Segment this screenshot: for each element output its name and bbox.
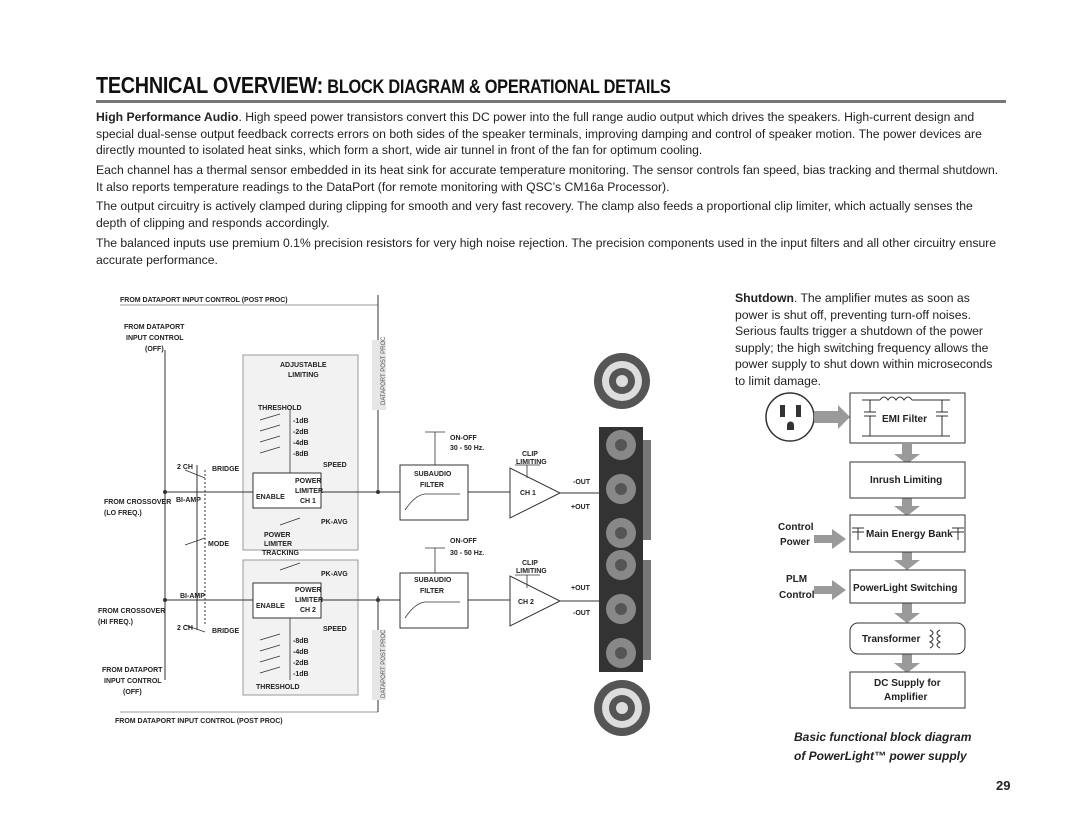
label-limiting: LIMITING (516, 568, 547, 575)
label-db: -8dB (293, 638, 309, 645)
label-hz: 30 - 50 Hz. (450, 445, 485, 452)
label-main-energy-bank: Main Energy Bank (866, 529, 953, 540)
label-crossover-hi: FROM CROSSOVER (98, 608, 166, 615)
label-plm-control: Control (779, 590, 815, 601)
label-db: -1dB (293, 418, 309, 425)
label-dp-in-bottom: FROM DATAPORT (102, 667, 163, 674)
paragraph-text: . The amplifier mutes as soon as power is shut off, preventing turn-off noises. Serious faults trigger a shutdown of the power supply; the high switching frequency allows the power supply to shut down within microseconds to limit damage. (735, 291, 993, 388)
label-out-neg: -OUT (573, 479, 591, 486)
label-subaudio: SUBAUDIO (414, 577, 452, 584)
label-on-off: ON-OFF (450, 538, 477, 545)
label-bi-amp: BI-AMP (180, 593, 205, 600)
paragraph-thermal-sensor: Each channel has a thermal sensor embedded in its heat sink for accurate temperature monitoring. The sensor controls fan speed, bias tracking and thermal shutdown. It also reports temperature readings to the DataPort (for remote monitoring with QSC’s CM16a Processor). (96, 163, 999, 194)
label-transformer: Transformer (862, 634, 921, 645)
label-db: -2dB (293, 660, 309, 667)
label-filter: FILTER (420, 588, 444, 595)
label-bridge: BRIDGE (212, 628, 240, 635)
label-power-limiter: LIMITER (295, 488, 323, 495)
label-dataport-top: FROM DATAPORT INPUT CONTROL (POST PROC) (120, 297, 288, 304)
label-power-limiter: CH 1 (300, 498, 316, 505)
label-dp-in-top: (OFF) (145, 346, 164, 353)
label-2ch: 2 CH (177, 464, 193, 471)
label-bi-amp: BI-AMP (176, 497, 201, 504)
label-out-pos: +OUT (571, 585, 590, 592)
label-dp-in-top: FROM DATAPORT (124, 324, 185, 331)
label-subaudio: SUBAUDIO (414, 471, 452, 478)
label-dp-in-bottom: (OFF) (123, 689, 142, 696)
label-pk-avg: PK-AVG (321, 519, 348, 526)
figure-caption (794, 728, 994, 766)
label-crossover-hi: (HI FREQ.) (98, 619, 133, 626)
label-dc-supply: DC Supply for (874, 678, 941, 689)
paragraph-output-clamp: The output circuitry is actively clamped during clipping for smooth and very fast recovery. The clamp also feeds a proportional clip limiter, which actually senses the depth of clipping and responds accordingly. (96, 199, 973, 230)
label-dc-supply: Amplifier (884, 692, 928, 703)
label-hz: 30 - 50 Hz. (450, 550, 485, 557)
label-filter: FILTER (420, 482, 444, 489)
label-ch2: CH 2 (518, 599, 534, 606)
label-db: -4dB (293, 440, 309, 447)
label-control-power: Control (778, 522, 814, 533)
label-power-limiter: POWER (295, 478, 322, 485)
label-ch1: CH 1 (520, 490, 536, 497)
title-main: TECHNICAL OVERVIEW: (96, 72, 323, 98)
label-tracking: LIMITER (264, 541, 292, 548)
label-dataport-post-proc: DATAPORT POST PROC (381, 629, 387, 698)
paragraph-lead: High Performance Audio (96, 110, 239, 124)
paragraph-lead: Shutdown (735, 291, 794, 305)
label-power-limiter: POWER (295, 587, 322, 594)
label-db: -2dB (293, 429, 309, 436)
label-limiting: LIMITING (288, 372, 319, 379)
paragraph-balanced-inputs: The balanced inputs use premium 0.1% precision resistors for very high noise rejection. The precision components used in the input filters and all other circuitry ensure accurate performance. (96, 236, 997, 267)
label-power-limiter: CH 2 (300, 607, 316, 614)
label-adjustable: ADJUSTABLE (280, 362, 327, 369)
label-power-limiter: LIMITER (295, 597, 323, 604)
label-emi-filter: EMI Filter (882, 414, 928, 425)
label-dataport-bottom: FROM DATAPORT INPUT CONTROL (POST PROC) (115, 718, 283, 725)
label-db: -4dB (293, 649, 309, 656)
label-dataport-post-proc: DATAPORT POST PROC (381, 336, 387, 405)
label-pk-avg: PK-AVG (321, 571, 348, 578)
label-speed: SPEED (323, 626, 347, 633)
label-2ch: 2 CH (177, 625, 193, 632)
label-clip: CLIP (522, 560, 538, 567)
label-mode: MODE (208, 541, 229, 548)
caption-line: Basic functional block diagram (794, 730, 972, 744)
label-dp-in-bottom: INPUT CONTROL (104, 678, 162, 685)
label-clip: CLIP (522, 451, 538, 458)
label-db: -8dB (293, 451, 309, 458)
label-plm: PLM (786, 574, 808, 585)
label-bridge: BRIDGE (212, 466, 240, 473)
label-speed: SPEED (323, 462, 347, 469)
paragraph-text: . High speed power transistors convert this DC power into the full range audio output which drives the speakers. High-current design and special dual-sense output feedback corrects errors on both sides of the speaker terminals, improving damping and control of speaker motion. The power devices are directly mounted to isolated heat sinks, which form a short, wide air tunnel in front of the fan for optimum cooling. (96, 110, 982, 157)
label-enable: ENABLE (256, 494, 285, 501)
label-threshold: THRESHOLD (258, 405, 302, 412)
label-out-neg: -OUT (573, 610, 591, 617)
label-tracking: TRACKING (262, 550, 299, 557)
label-crossover-lo: (LO FREQ.) (104, 510, 142, 517)
title-sub: BLOCK DIAGRAM & OPERATIONAL DETAILS (322, 77, 671, 98)
label-limiting: LIMITING (516, 459, 547, 466)
label-enable: ENABLE (256, 603, 285, 610)
label-threshold: THRESHOLD (256, 684, 300, 691)
label-db: -1dB (293, 671, 309, 678)
label-control-power: Power (780, 537, 811, 548)
label-tracking: POWER (264, 532, 291, 539)
label-inrush-limiting: Inrush Limiting (870, 475, 943, 486)
label-out-pos: +OUT (571, 504, 590, 511)
page-number: 29 (996, 778, 1011, 793)
label-on-off: ON-OFF (450, 435, 477, 442)
ac-outlet-icon (766, 393, 814, 441)
label-crossover-lo: FROM CROSSOVER (104, 499, 172, 506)
caption-line: of PowerLight™ power supply (794, 749, 967, 763)
label-powerlight-switching: PowerLight Switching (853, 583, 958, 594)
label-dp-in-top: INPUT CONTROL (126, 335, 184, 342)
